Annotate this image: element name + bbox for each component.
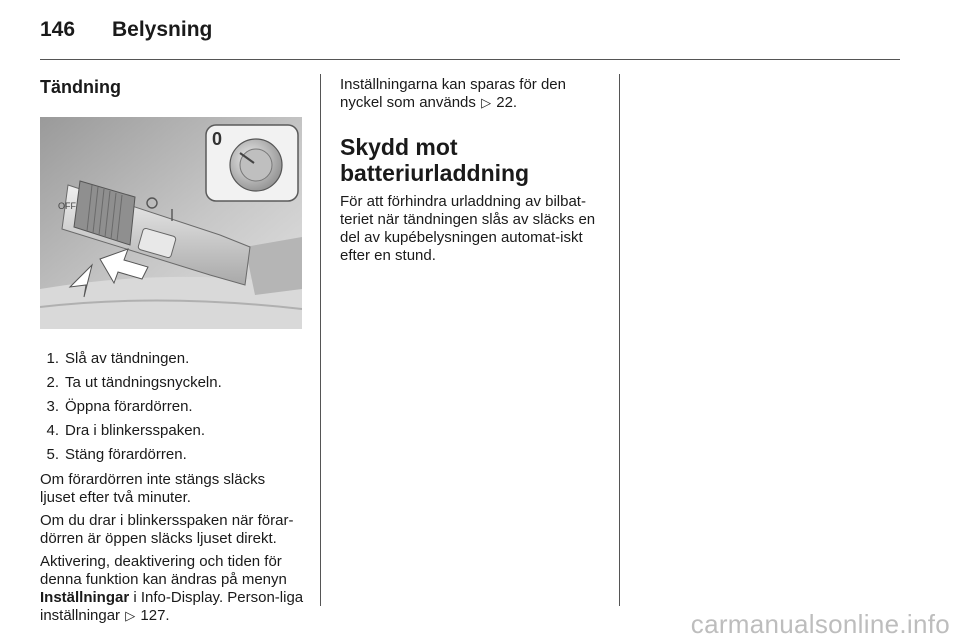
paragraph-battery: För att förhindra urladdning av bilbat-teriet när tändningen slås av släcks en del av kupébelysningen automat-iskt efter en stund. [340,193,596,264]
column-divider [320,74,321,606]
section-heading-battery: Skydd mot batteriurladdning [340,134,530,186]
paragraph-lever-pull: Om du drar i blinkersspaken när förar-dörren är öppen släcks ljuset direkt. [40,512,294,547]
list-item: 1. Slå av tändningen. [46,350,190,367]
page-reference-icon: ▷ [125,608,136,623]
paragraph-settings: Aktivering, deaktivering och tiden för denna funktion kan ändras på menyn Inställningar i Info-Display. Person-liga inställningar ▷ 127. [40,553,304,624]
left-column [40,76,304,625]
page-title: Belysning [112,18,213,41]
lever-illustration-svg [40,117,302,329]
steps-list [40,347,304,467]
list-item: 5. Stäng förardörren. [46,446,187,463]
paragraph-key-settings: Inställningarna kan sparas för den nyckel som används ▷ 22. [340,76,566,111]
watermark: carmanualsonline.info [690,609,950,639]
settings-menu-term: Inställningar [40,589,130,606]
list-item: 4. Dra i blinkersspaken. [46,422,206,439]
page-reference[interactable]: 22. [496,94,518,111]
column-divider [619,74,620,606]
page-reference-icon: ▷ [481,95,492,110]
lever-off-label: OFF [58,201,76,211]
section-heading-tandning: Tändning [40,77,121,97]
page-number: 146 [40,18,76,41]
page-header [40,18,212,48]
list-item: 2. Ta ut tändningsnyckeln. [46,374,222,391]
list-item: 3. Öppna förardörren. [46,398,193,415]
headlight-lever-illustration [40,117,302,329]
header-rule [40,59,900,60]
page-reference[interactable]: 127. [140,607,170,624]
right-column [340,76,608,265]
paragraph-timeout: Om förardörren inte stängs släcks ljuset efter två minuter. [40,471,266,506]
inset-zero-label: 0 [212,129,223,149]
